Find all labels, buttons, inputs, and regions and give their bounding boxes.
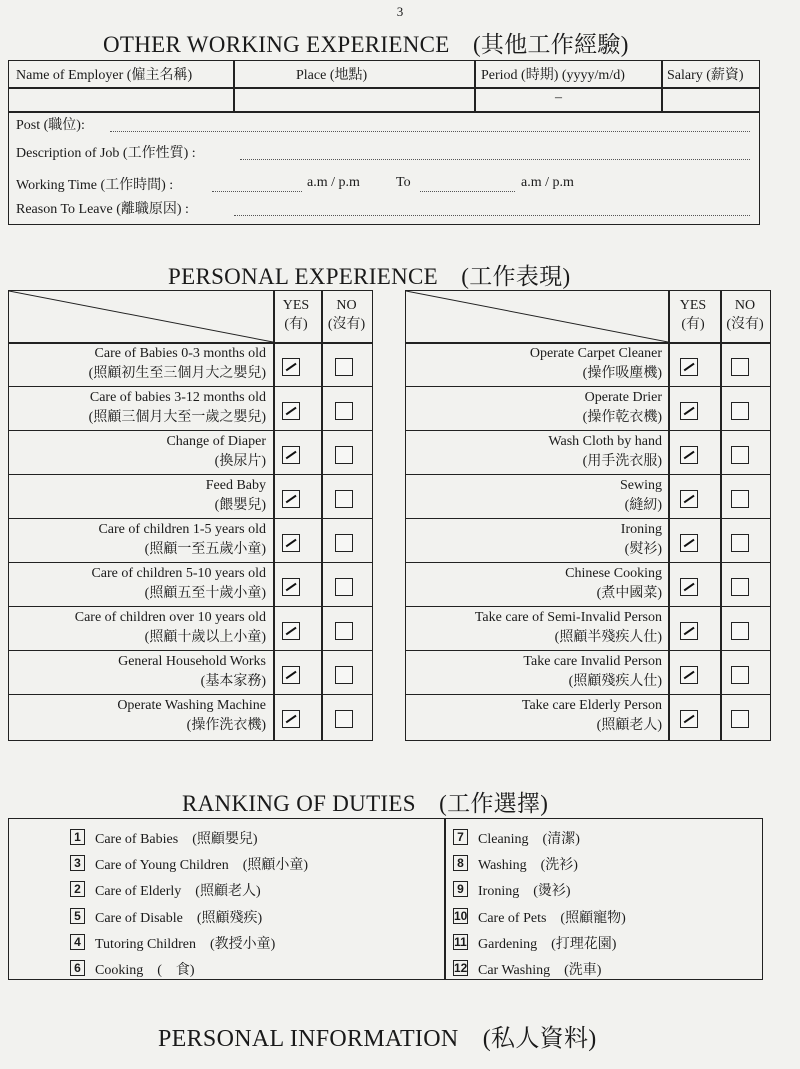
duty-label: Tutoring Children (教授小童): [95, 936, 276, 952]
yes-checkbox[interactable]: [282, 666, 300, 684]
duty-label: Gardening (打理花園): [478, 936, 617, 952]
yes-cn-label: (有): [681, 317, 705, 332]
no-checkbox[interactable]: [731, 534, 749, 552]
experience-cn-label: (照顧半殘疾人仕): [554, 630, 662, 645]
no-cn-label: (沒有): [726, 317, 764, 332]
rank-number-box[interactable]: 4: [70, 934, 85, 950]
no-checkbox[interactable]: [731, 622, 749, 640]
post-input-line[interactable]: [110, 131, 750, 132]
yes-label: YES: [282, 298, 310, 313]
no-checkbox[interactable]: [731, 710, 749, 728]
reason-to-leave-input-line[interactable]: [234, 215, 750, 216]
rank-number-box[interactable]: 9: [453, 881, 468, 897]
experience-cn-label: (照顧十歲以上小童): [144, 630, 266, 645]
no-checkbox[interactable]: [335, 402, 353, 420]
experience-cn-label: (操作吸塵機): [582, 366, 662, 381]
no-cn-label: (沒有): [327, 317, 366, 332]
experience-en-label: Care of children 1-5 years old: [98, 522, 266, 537]
experience-en-label: Feed Baby: [205, 478, 266, 493]
rank-number-box[interactable]: 2: [70, 881, 85, 897]
no-checkbox[interactable]: [335, 446, 353, 464]
working-time-from-line[interactable]: [212, 191, 302, 192]
experience-en-label: Care of children 5-10 years old: [91, 566, 266, 581]
experience-row-label: [89, 388, 266, 428]
experience-cn-label: (熨衫): [624, 542, 662, 557]
rank-number-box[interactable]: 11: [454, 934, 467, 949]
no-checkbox[interactable]: [335, 578, 353, 596]
yes-checkbox[interactable]: [282, 578, 300, 596]
no-label: NO: [734, 298, 756, 313]
experience-row-label: [117, 696, 266, 736]
no-checkbox[interactable]: [731, 666, 749, 684]
experience-row-label: [75, 608, 266, 648]
experience-en-label: Chinese Cooking: [565, 566, 662, 581]
rank-number-box[interactable]: 8: [453, 855, 468, 871]
rank-number-box[interactable]: 3: [70, 855, 85, 871]
duty-label: Care of Young Children (照顧小童): [95, 858, 309, 874]
experience-en-label: Care of Babies 0-3 months old: [94, 346, 266, 361]
header-diagonal-line: [9, 291, 273, 342]
yes-checkbox[interactable]: [282, 402, 300, 420]
yes-checkbox[interactable]: [282, 710, 300, 728]
job-description-input-line[interactable]: [240, 159, 750, 160]
no-checkbox[interactable]: [335, 622, 353, 640]
experience-row-label: [621, 520, 662, 560]
experience-row-label: [91, 564, 266, 604]
personal-experience-heading: PERSONAL EXPERIENCE (工作表現): [168, 264, 571, 289]
job-description-label: Description of Job (工作性質) :: [16, 146, 196, 161]
experience-cn-label: (照顧初生至三個月大之嬰兒): [88, 366, 266, 381]
no-checkbox[interactable]: [731, 578, 749, 596]
experience-en-label: Take care of Semi-Invalid Person: [474, 610, 662, 625]
am-pm-to: a.m / p.m: [521, 175, 574, 190]
experience-en-label: Operate Drier: [584, 390, 662, 405]
experience-cn-label: (基本家務): [200, 674, 266, 689]
page-number: 3: [396, 4, 404, 19]
no-checkbox[interactable]: [731, 446, 749, 464]
duty-label: Care of Disable (照顧殘疾): [95, 910, 263, 926]
duty-label: Ironing (燙衫): [478, 884, 571, 900]
period-dash: –: [555, 90, 562, 105]
yes-checkbox[interactable]: [282, 490, 300, 508]
experience-cn-label: (操作洗衣機): [186, 718, 266, 733]
yes-checkbox[interactable]: [680, 534, 698, 552]
duty-label: Care of Babies (照顧嬰兒): [95, 832, 258, 847]
experience-cn-label: (照顧三個月大至一歲之嬰兒): [88, 410, 266, 425]
experience-row-label: [530, 344, 662, 384]
experience-row-label: [206, 476, 266, 516]
working-time-to-line[interactable]: [420, 191, 515, 192]
experience-row-label: [98, 520, 266, 560]
experience-row-label: [565, 564, 662, 604]
period-column-header: Period (時期) (yyyy/m/d): [481, 68, 625, 83]
rank-number-box[interactable]: 12: [454, 961, 468, 975]
yes-checkbox[interactable]: [680, 666, 698, 684]
experience-cn-label: (照顧殘疾人仕): [568, 674, 662, 689]
duty-label: Washing (洗衫): [478, 858, 578, 874]
yes-checkbox[interactable]: [282, 622, 300, 640]
no-checkbox[interactable]: [335, 534, 353, 552]
rank-number-box[interactable]: 7: [453, 829, 468, 845]
rank-number-box[interactable]: 5: [70, 908, 85, 924]
experience-cn-label: (用手洗衣服): [582, 454, 662, 469]
experience-en-label: Ironing: [620, 522, 662, 537]
experience-row-label: [620, 476, 662, 516]
experience-cn-label: (換尿片): [214, 454, 266, 469]
experience-cn-label: (餵嬰兒): [214, 498, 266, 513]
no-checkbox[interactable]: [335, 490, 353, 508]
employer-column-header: Name of Employer (僱主名稱): [16, 68, 193, 83]
right-no-header: [719, 296, 771, 334]
experience-cn-label: (煮中國菜): [596, 586, 662, 601]
experience-row-label: [118, 652, 266, 692]
experience-row-label: [89, 344, 266, 384]
experience-en-label: Wash Cloth by hand: [548, 434, 662, 449]
experience-row-label: [166, 432, 266, 472]
post-label: Post (職位):: [16, 118, 85, 133]
experience-cn-label: (操作乾衣機): [582, 410, 662, 425]
yes-checkbox[interactable]: [680, 578, 698, 596]
yes-checkbox[interactable]: [680, 446, 698, 464]
experience-en-label: Operate Carpet Cleaner: [529, 346, 662, 361]
yes-checkbox[interactable]: [680, 490, 698, 508]
experience-en-label: General Household Works: [118, 654, 266, 669]
experience-en-label: Care of babies 3-12 months old: [89, 390, 266, 405]
experience-en-label: Sewing: [620, 478, 662, 493]
personal-information-heading: PERSONAL INFORMATION (私人資料): [158, 1026, 597, 1052]
experience-row-label: [522, 696, 662, 736]
experience-row-label: [475, 608, 662, 648]
no-checkbox[interactable]: [731, 490, 749, 508]
yes-checkbox[interactable]: [680, 402, 698, 420]
experience-en-label: Change of Diaper: [166, 434, 266, 449]
working-time-label: Working Time (工作時間) :: [16, 178, 174, 193]
experience-row-label: [523, 652, 662, 692]
right-yes-header: [667, 296, 719, 334]
experience-cn-label: (照顧老人): [596, 718, 662, 733]
experience-en-label: Care of children over 10 years old: [74, 610, 266, 625]
left-no-header: [320, 296, 373, 334]
duty-label: Care of Pets (照顧寵物): [478, 910, 626, 926]
ranking-of-duties-heading: RANKING OF DUTIES (工作選擇): [182, 791, 549, 816]
no-checkbox[interactable]: [335, 666, 353, 684]
duty-label: Cleaning (清潔): [478, 832, 580, 847]
header-diagonal-line: [406, 291, 668, 342]
yes-checkbox[interactable]: [282, 534, 300, 552]
yes-checkbox[interactable]: [680, 358, 698, 376]
duty-label: Cooking ( 食): [95, 963, 195, 978]
salary-column-header: Salary (薪資): [667, 68, 744, 83]
duty-label: Car Washing (洗車): [478, 963, 602, 978]
experience-row-label: [583, 388, 662, 428]
yes-checkbox[interactable]: [282, 358, 300, 376]
no-label: NO: [336, 298, 357, 313]
no-checkbox[interactable]: [335, 358, 353, 376]
experience-cn-label: (照顧一至五歲小童): [144, 542, 266, 557]
rank-number-box[interactable]: 1: [70, 829, 85, 845]
yes-checkbox[interactable]: [282, 446, 300, 464]
no-checkbox[interactable]: [731, 402, 749, 420]
place-column-header: Place (地點): [296, 68, 368, 83]
experience-en-label: Take care Elderly Person: [521, 698, 662, 713]
no-checkbox[interactable]: [335, 710, 353, 728]
experience-row-label: [548, 432, 662, 472]
experience-cn-label: (照顧五至十歲小童): [144, 586, 266, 601]
rank-number-box[interactable]: 10: [454, 908, 468, 923]
left-yes-header: [272, 296, 320, 334]
rank-number-box[interactable]: 6: [70, 960, 85, 976]
yes-checkbox[interactable]: [680, 622, 698, 640]
duty-label: Care of Elderly (照顧老人): [95, 884, 261, 900]
experience-cn-label: (縫紉): [624, 498, 662, 513]
yes-checkbox[interactable]: [680, 710, 698, 728]
to-label: To: [396, 175, 411, 190]
no-checkbox[interactable]: [731, 358, 749, 376]
reason-to-leave-label: Reason To Leave (離職原因) :: [16, 202, 189, 217]
experience-en-label: Take care Invalid Person: [523, 654, 662, 669]
yes-cn-label: (有): [284, 317, 308, 332]
experience-en-label: Operate Washing Machine: [117, 698, 266, 713]
yes-label: YES: [679, 298, 707, 313]
work-experience-heading: OTHER WORKING EXPERIENCE (其他工作經驗): [103, 32, 629, 57]
am-pm-from: a.m / p.m: [307, 175, 360, 190]
